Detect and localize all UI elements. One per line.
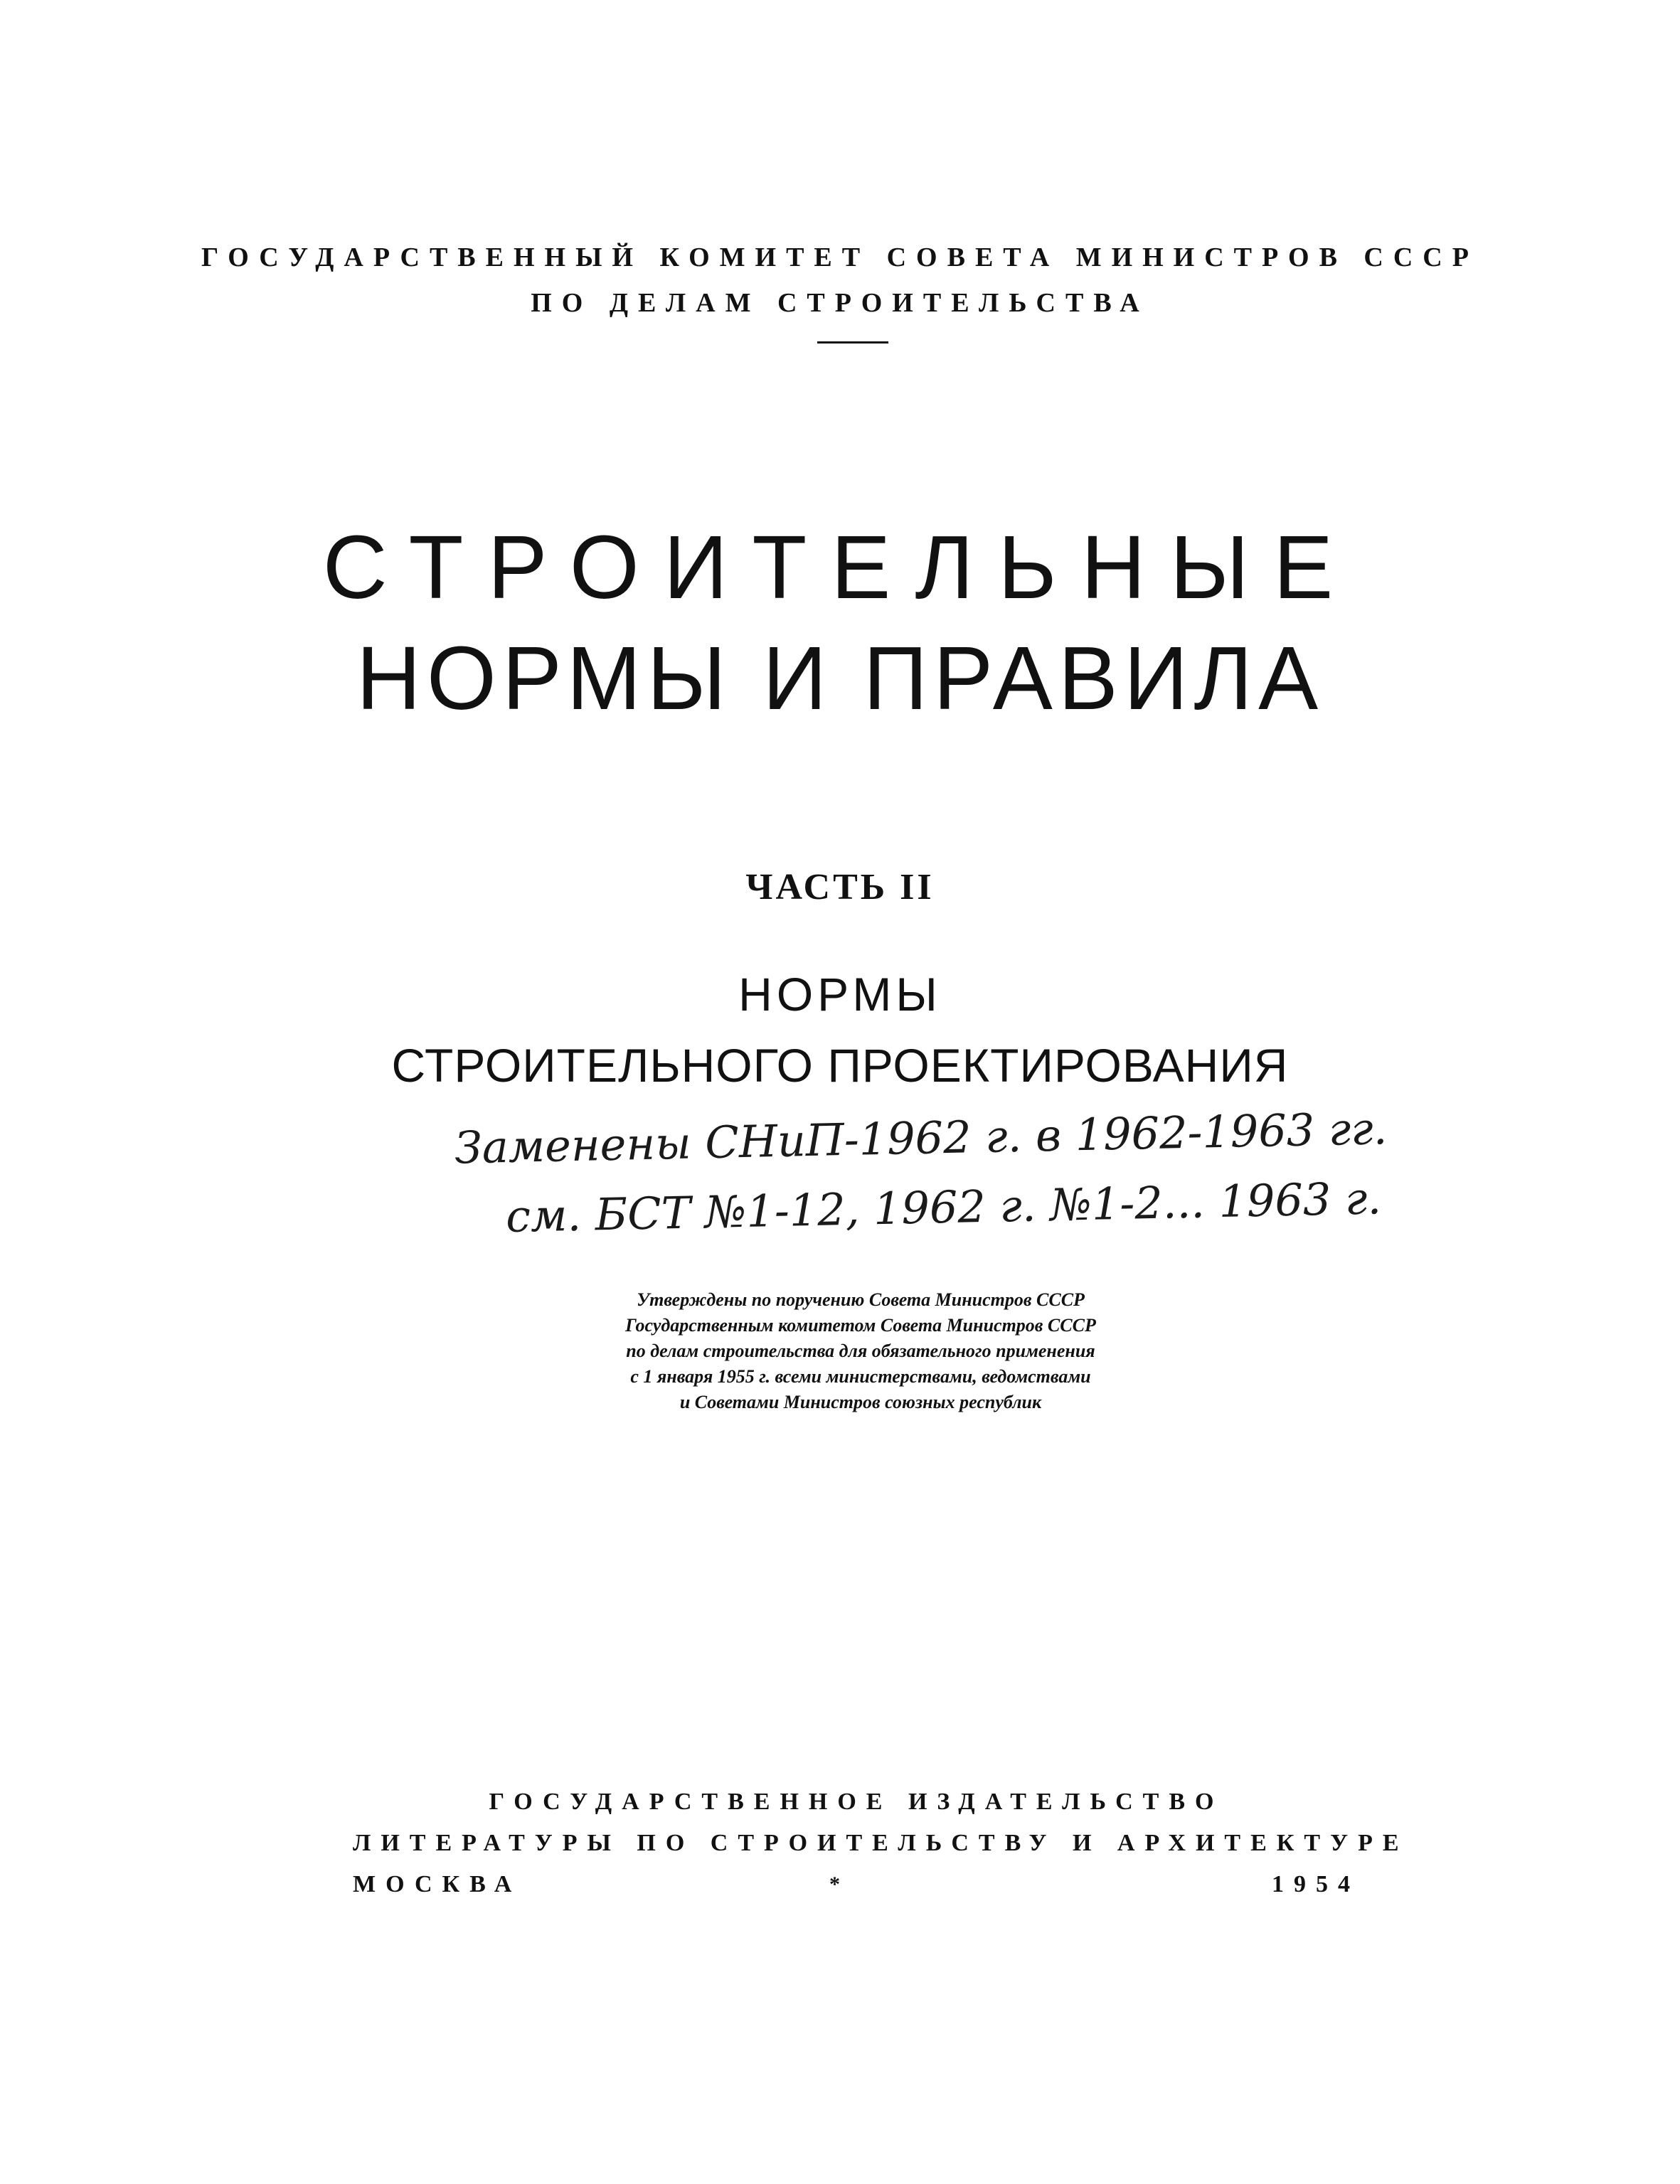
part-label: ЧАСТЬ II xyxy=(745,867,935,907)
document-subtitle xyxy=(0,959,1680,1101)
subtitle-line-2: СТРОИТЕЛЬНОГО ПРОЕКТИРОВАНИЯ xyxy=(391,1039,1289,1092)
header-divider xyxy=(817,341,888,343)
title-line-1: СТРОИТЕЛЬНЫЕ xyxy=(322,517,1358,617)
authority-line-2: ПО ДЕЛАМ СТРОИТЕЛЬСТВА xyxy=(531,288,1149,318)
publisher-line-2: ЛИТЕРАТУРЫ ПО СТРОИТЕЛЬСТВУ И АРХИТЕКТУРЕ xyxy=(353,1830,1409,1856)
approval-line-3: по делам строительства для обязательного применения xyxy=(626,1341,1095,1361)
approval-statement xyxy=(555,1287,1166,1415)
imprint-row xyxy=(353,1864,1360,1905)
handwritten-annotation xyxy=(454,1092,1509,1253)
issuing-authority xyxy=(0,235,1680,326)
publisher-line-1: ГОСУДАРСТВЕННОЕ ИЗДАТЕЛЬСТВО xyxy=(489,1789,1224,1815)
handwritten-line-2: см. БСТ №1-12, 1962 г. №1-2... 1963 г. xyxy=(505,1172,1382,1243)
subtitle-line-1: НОРМЫ xyxy=(738,968,942,1021)
publication-year: 1954 xyxy=(1272,1871,1360,1897)
title-line-2: НОРМЫ И ПРАВИЛА xyxy=(356,628,1324,728)
approval-line-2: Государственным комитетом Совета Министров СССР xyxy=(625,1315,1096,1336)
publisher-city: МОСКВА xyxy=(353,1871,522,1897)
publisher-imprint xyxy=(353,1781,1409,1905)
authority-line-1: ГОСУДАРСТВЕННЫЙ КОМИТЕТ СОВЕТА МИНИСТРОВ СССР xyxy=(201,243,1479,272)
approval-line-4: с 1 января 1955 г. всеми министерствами, ведомствами xyxy=(630,1366,1091,1387)
approval-line-1: Утверждены по поручению Совета Министров СССР xyxy=(637,1289,1085,1310)
imprint-separator: * xyxy=(829,1873,850,1896)
document-title xyxy=(0,512,1680,734)
approval-line-5: и Советами Министров союзных республик xyxy=(679,1392,1042,1412)
handwritten-line-1: Заменены СНиП-1962 г. в 1962-1963 гг. xyxy=(454,1102,1388,1174)
